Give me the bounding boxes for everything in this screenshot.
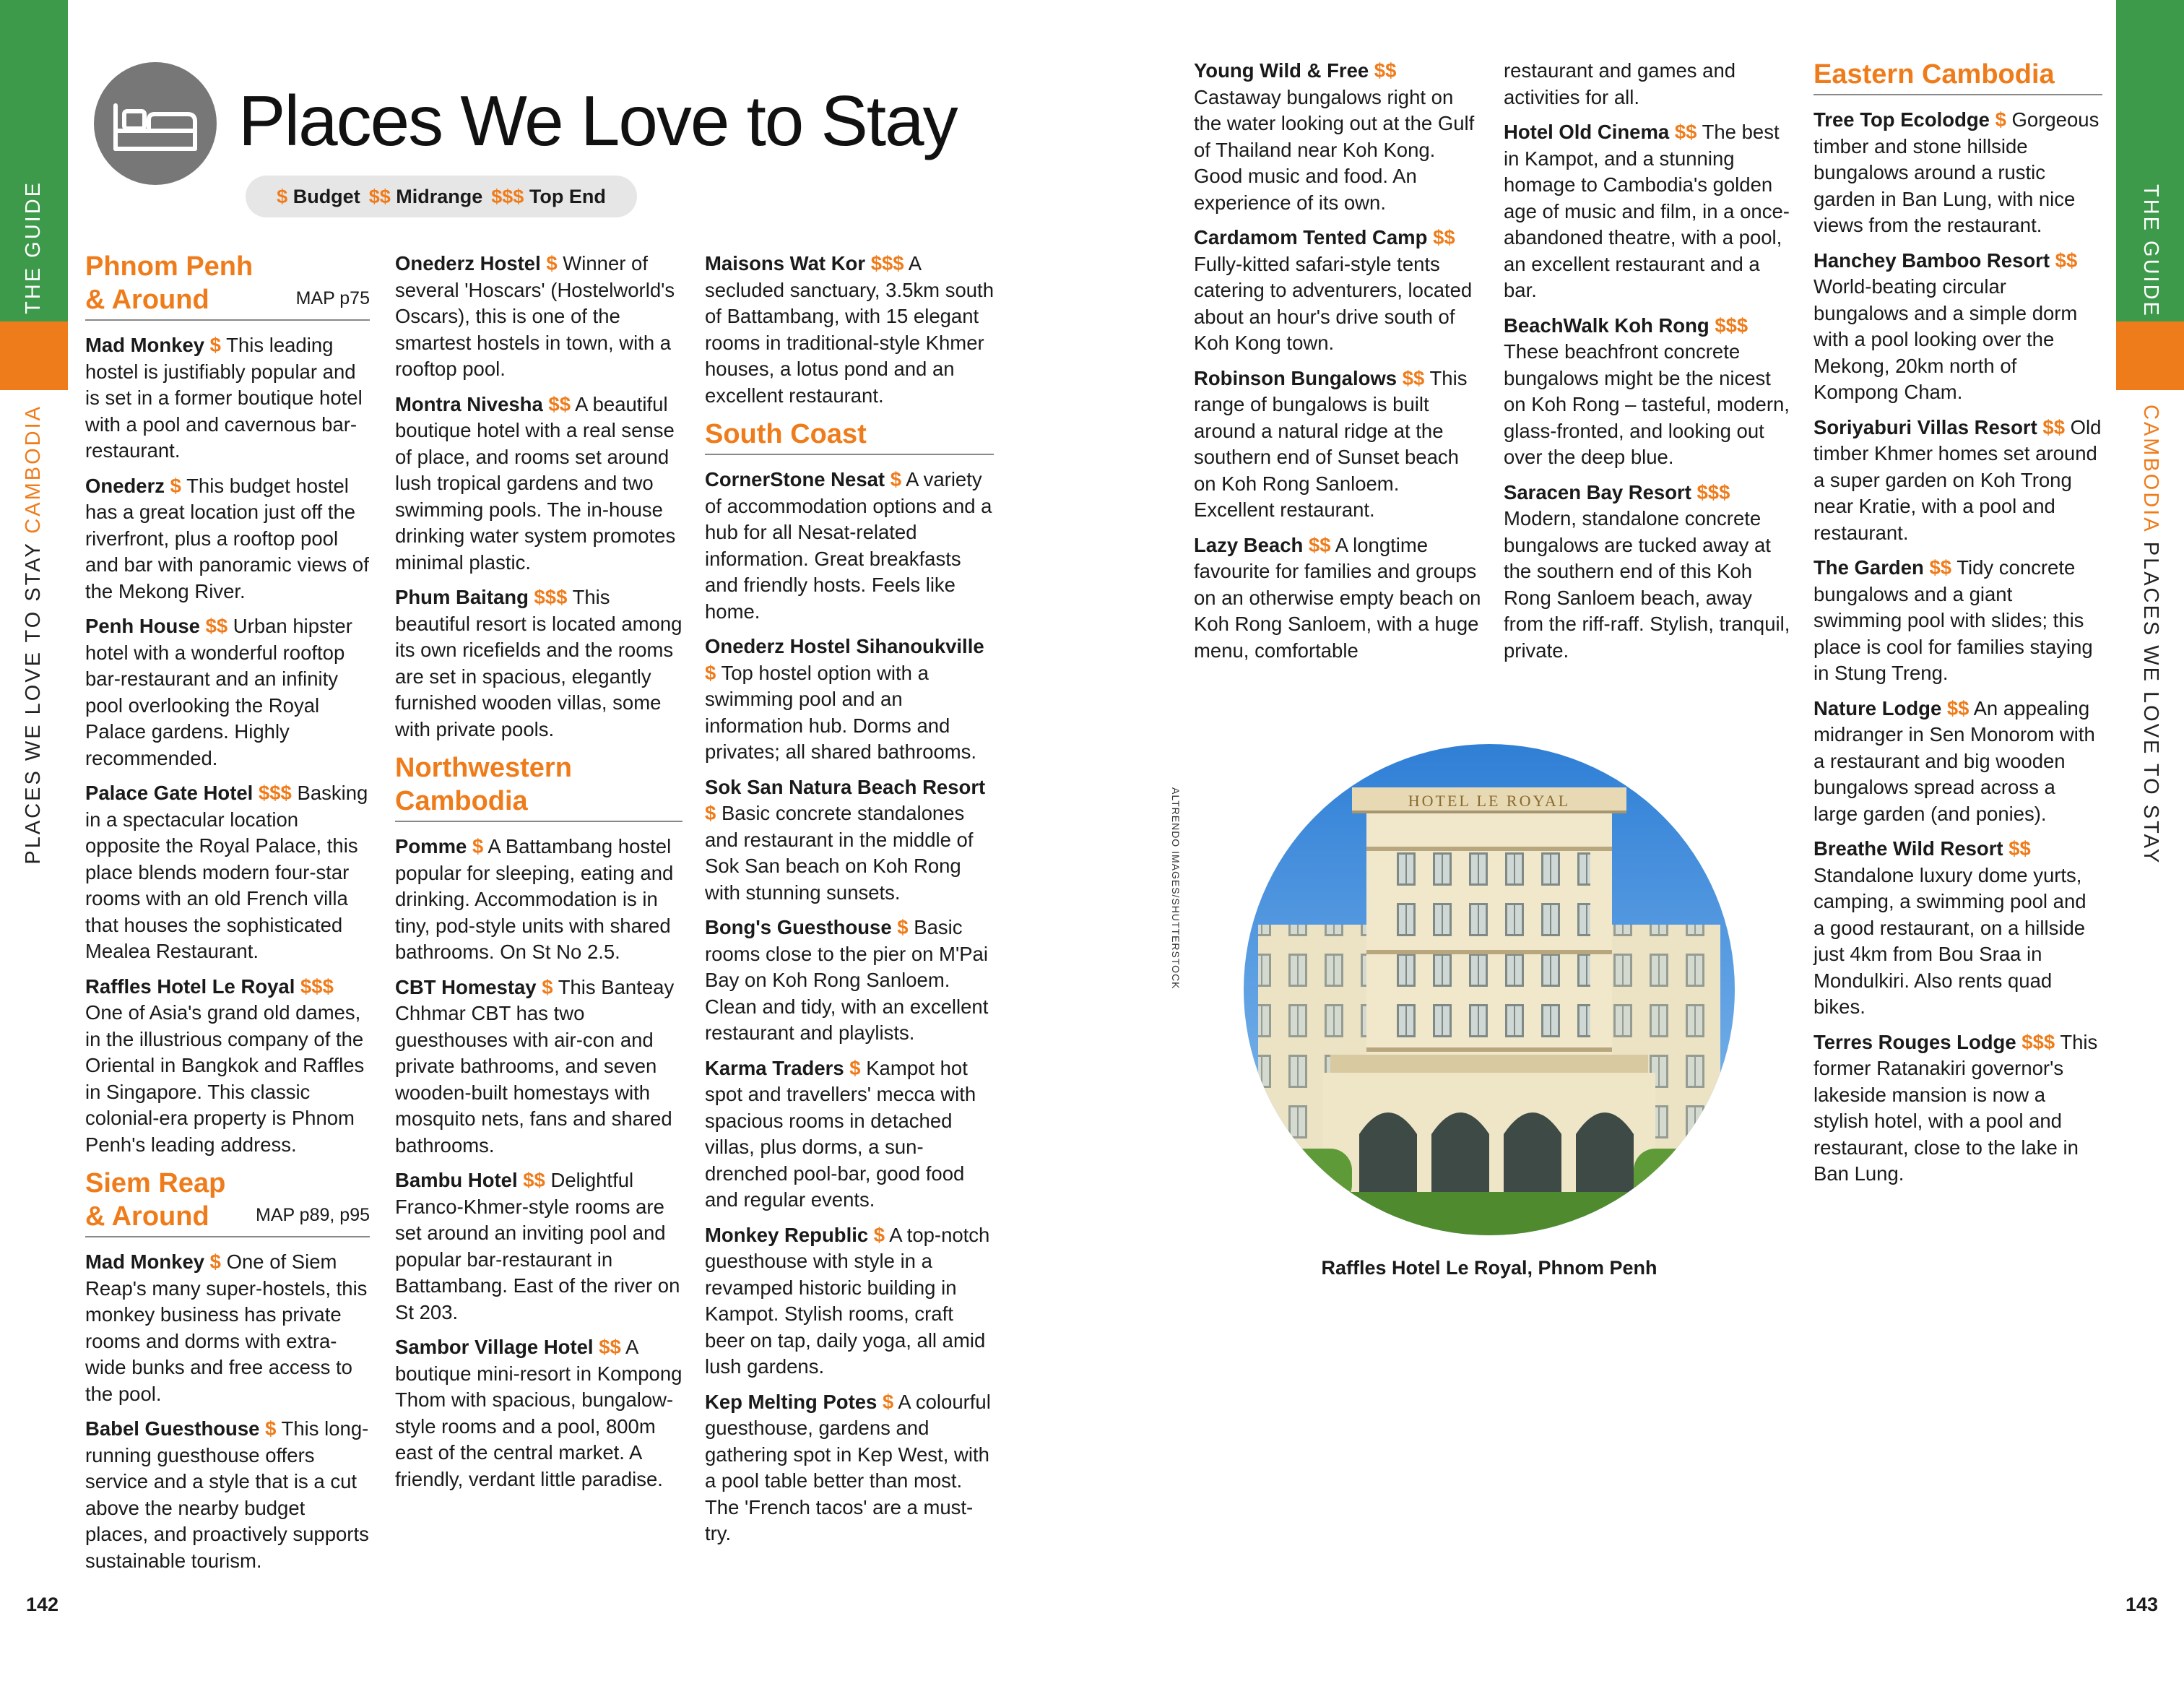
listing: Saracen Bay Resort $$$ Modern, standalone concrete bungalows are tucked away at the southern end of this Koh Rong Sanloem beach, away from the riff-raff. Stylish, tranquil, private. <box>1504 480 1790 662</box>
listing: Nature Lodge $$ An appealing midranger in Sen Monorom with a restaurant and big wooden bungalows spread across a large garden (and ponies). <box>1814 696 2095 825</box>
page-number-left: 142 <box>26 1594 59 1615</box>
listing-continued: restaurant and games and activities for all. <box>1504 59 1736 108</box>
left-country-label: CAMBODIA <box>22 405 45 534</box>
listing: BeachWalk Koh Rong $$$ These beachfront concrete bungalows might be the nicest on Koh Rong – tasteful, modern, glass-fronted, and looking out over the deep blue. <box>1504 314 1790 468</box>
photo-caption: Raffles Hotel Le Royal, Phnom Penh <box>1321 1257 1658 1279</box>
right-guide-label: THE GUIDE <box>2139 184 2162 318</box>
listing: Kep Melting Potes $ A colourful guesthouse, gardens and gathering spot in Kep West, with a pool table better than most. The 'French tacos' are a must-try. <box>705 1390 991 1544</box>
listing: Cardamom Tented Camp $$ Fully-kitted safari-style tents catering to adventurers, located about an hour's drive south of Koh Kong town. <box>1194 226 1473 354</box>
column-6 <box>1814 55 2102 1196</box>
column-1 <box>85 247 370 1583</box>
listing: Bong's Guesthouse $ Basic rooms close to the pier on M'Pai Bay on Koh Rong Sanloem. Clean and tidy, with an excellent restaurant and playlists. <box>705 916 989 1044</box>
listing: Hanchey Bamboo Resort $$ World-beating circular bungalows and a simple dorm with a pool looking over the Mekong, 20km north of Kompong Cham. <box>1814 249 2078 403</box>
listing: Penh House $$ Urban hipster hotel with a wonderful rooftop bar-restaurant and an infinity pool overlooking the Royal Palace gardens. Highly recommended. <box>85 615 352 769</box>
right-country-label: CAMBODIA <box>2139 405 2162 534</box>
left-tab-orange <box>0 321 68 390</box>
listing: Soriyaburi Villas Resort $$ Old timber Khmer homes set around a super garden on Koh Trong near Kratie, with a pool and restaurant. <box>1814 415 2102 544</box>
page-number-right: 143 <box>2125 1594 2158 1615</box>
column-5 <box>1504 58 1793 673</box>
section-phnom-penh: Phnom Penh & Around MAP p75 <box>85 250 370 321</box>
listing: Monkey Republic $ A top-notch guesthouse with style in a revamped historic building in Kampot. Stylish rooms, craft beer on tap, daily yoga, all amid lush gardens. <box>705 1223 990 1378</box>
listing: Terres Rouges Lodge $$$ This former Ratanakiri governor's lakeside mansion is now a stylish hotel, with a pool and restaurant, close to the lake in Ban Lung. <box>1814 1030 2098 1185</box>
listing: Breathe Wild Resort $$ Standalone luxury dome yurts, camping, a swimming pool and a good restaurant, on a hillside just 4km from Bou Sraa in Mondulkiri. Also rents quad bikes. <box>1814 837 2086 1018</box>
page-title: Places We Love to Stay <box>238 81 957 160</box>
right-tab-orange <box>2116 321 2184 390</box>
listing: Raffles Hotel Le Royal $$$ One of Asia's grand old dames, in the illustrious company of the Oriental in Bangkok and Raffles in Singapore. This classic colonial-era property is Phnom Penh's leading address. <box>85 975 365 1156</box>
photo-credit: ALTRENDO IMAGES/SHUTTERSTOCK <box>1170 787 1182 990</box>
column-4 <box>1194 58 1483 673</box>
listing: Onederz $ This budget hostel has a great location just off the riverfront, plus a rooftop pool and bar with panoramic views of the Mekong River. <box>85 474 369 602</box>
column-2 <box>395 251 682 1501</box>
listing: Sambor Village Hotel $$ A boutique mini-resort in Kompong Thom with spacious, bungalow-style rooms and a pool, 800m east of the central market. A friendly, verdant little paradise. <box>395 1336 682 1490</box>
map-ref: MAP p89, p95 <box>256 1205 370 1225</box>
right-section-label <box>2138 405 2162 865</box>
hotel-sign: HOTEL LE ROYAL <box>1408 792 1571 810</box>
listing: Onederz Hostel Sihanoukville $ Top hostel option with a swimming pool and an information hub. Dorms and privates; all shared bathrooms. <box>705 635 984 763</box>
listing: Babel Guesthouse $ This long-running guesthouse offers service and a style that is a cut above the nearby budget places, and proactively supports sustainable tourism. <box>85 1417 369 1572</box>
listing: Mad Monkey $ This leading hostel is justifiably popular and is set in a former boutique hotel with a pool and cavernous bar-restaurant. <box>85 334 363 462</box>
listing: Pomme $ A Battambang hostel popular for sleeping, eating and drinking. Accommodation is in tiny, pod-style units with shared bathrooms. On St No 2.5. <box>395 835 674 963</box>
listing: Lazy Beach $$ A longtime favourite for families and groups on an otherwise empty beach on Koh Rong Sanloem, with a huge menu, comfortable <box>1194 533 1481 662</box>
column-3 <box>705 251 994 1556</box>
legend-topend: $$$ Top End <box>491 185 606 207</box>
listing: Robinson Bungalows $$ This range of bungalows is built around a natural ridge at the southern end of Sunset beach on Koh Rong Sanloem. Excellent restaurant. <box>1194 366 1468 521</box>
listing: Young Wild & Free $$ Castaway bungalows right on the water looking out at the Gulf of Thailand near Koh Kong. Good music and food. An experience of its own. <box>1194 59 1475 214</box>
listing: Montra Nivesha $$ A beautiful boutique hotel with a real sense of place, and rooms set around lush tropical gardens and two swimming pools. The in-house drinking water system promotes minimal plastic. <box>395 392 676 574</box>
legend-midrange: $$ Midrange <box>368 185 483 207</box>
listing: Bambu Hotel $$ Delightful Franco-Khmer-style rooms are set around an inviting pool and popular bar-restaurant in Battambang. East of the river on St 203. <box>395 1169 680 1323</box>
left-section-label <box>22 405 46 865</box>
section-south-coast: South Coast <box>705 418 994 455</box>
listing: Karma Traders $ Kampot hot spot and travellers' mecca with spacious rooms in detached villas, plus dorms, a sun-drenched pool-bar, good food and regular events. <box>705 1056 976 1211</box>
map-ref: MAP p75 <box>295 288 370 308</box>
listing: Hotel Old Cinema $$ The best in Kampot, and a stunning homage to Cambodia's golden age of music and film, in a once-abandoned theatre, with a pool, an excellent restaurant and a bar. <box>1504 121 1790 301</box>
right-places-label: PLACES WE LOVE TO STAY <box>2139 533 2162 865</box>
section-northwestern: Northwestern Cambodia <box>395 751 682 822</box>
listing: Onederz Hostel $ Winner of several 'Hoscars' (Hostelworld's Oscars), this is one of the smartest hostels in town, with a rooftop pool. <box>395 252 675 380</box>
listing: Mad Monkey $ One of Siem Reap's many super-hostels, this monkey business has private rooms and dorms with extra-wide bunks and free access to the pool. <box>85 1250 368 1405</box>
listing: CornerStone Nesat $ A variety of accommodation options and a hub for all Nesat-related information. Great breakfasts and friendly hosts. Feels like home. <box>705 468 992 623</box>
listing: Tree Top Ecolodge $ Gorgeous timber and stone hillside bungalows around a rustic garden in Ban Lung, with nice views from the restaurant. <box>1814 108 2100 236</box>
listing: Sok San Natura Beach Resort $ Basic concrete standalones and restaurant in the middle of Sok San beach on Koh Rong with stunning sunsets. <box>705 775 986 904</box>
hotel-photo <box>1244 744 1735 1235</box>
legend-budget: $ Budget <box>277 185 360 207</box>
price-legend <box>246 176 637 217</box>
listing: Phum Baitang $$$ This beautiful resort is located among its own ricefields and the rooms are set in spacious, elegantly furnished wooden villas, some with private pools. <box>395 586 682 740</box>
listing: Maisons Wat Kor $$$ A secluded sanctuary, 3.5km south of Battambang, with 15 elegant rooms in traditional-style Khmer houses, a lotus pond and an excellent restaurant. <box>705 252 994 407</box>
left-guide-label: THE GUIDE <box>22 181 45 314</box>
section-siem-reap: Siem Reap & Around MAP p89, p95 <box>85 1167 370 1237</box>
listing: CBT Homestay $ This Banteay Chhmar CBT has two guesthouses with air-con and private bathrooms, and seven wooden-built homestays with mosquito nets, fans and shared bathrooms. <box>395 975 675 1157</box>
section-eastern: Eastern Cambodia <box>1814 58 2102 95</box>
listing: The Garden $$ Tidy concrete bungalows and a giant swimming pool with slides; this place is cool for families staying in Stung Treng. <box>1814 556 2093 684</box>
listing: Palace Gate Hotel $$$ Basking in a spectacular location opposite the Royal Palace, this place blends modern four-star rooms with an old French villa that houses the sophisticated Mealea Restaurant. <box>85 782 368 962</box>
bed-icon <box>94 62 217 185</box>
left-places-label: PLACES WE LOVE TO STAY <box>22 533 45 865</box>
